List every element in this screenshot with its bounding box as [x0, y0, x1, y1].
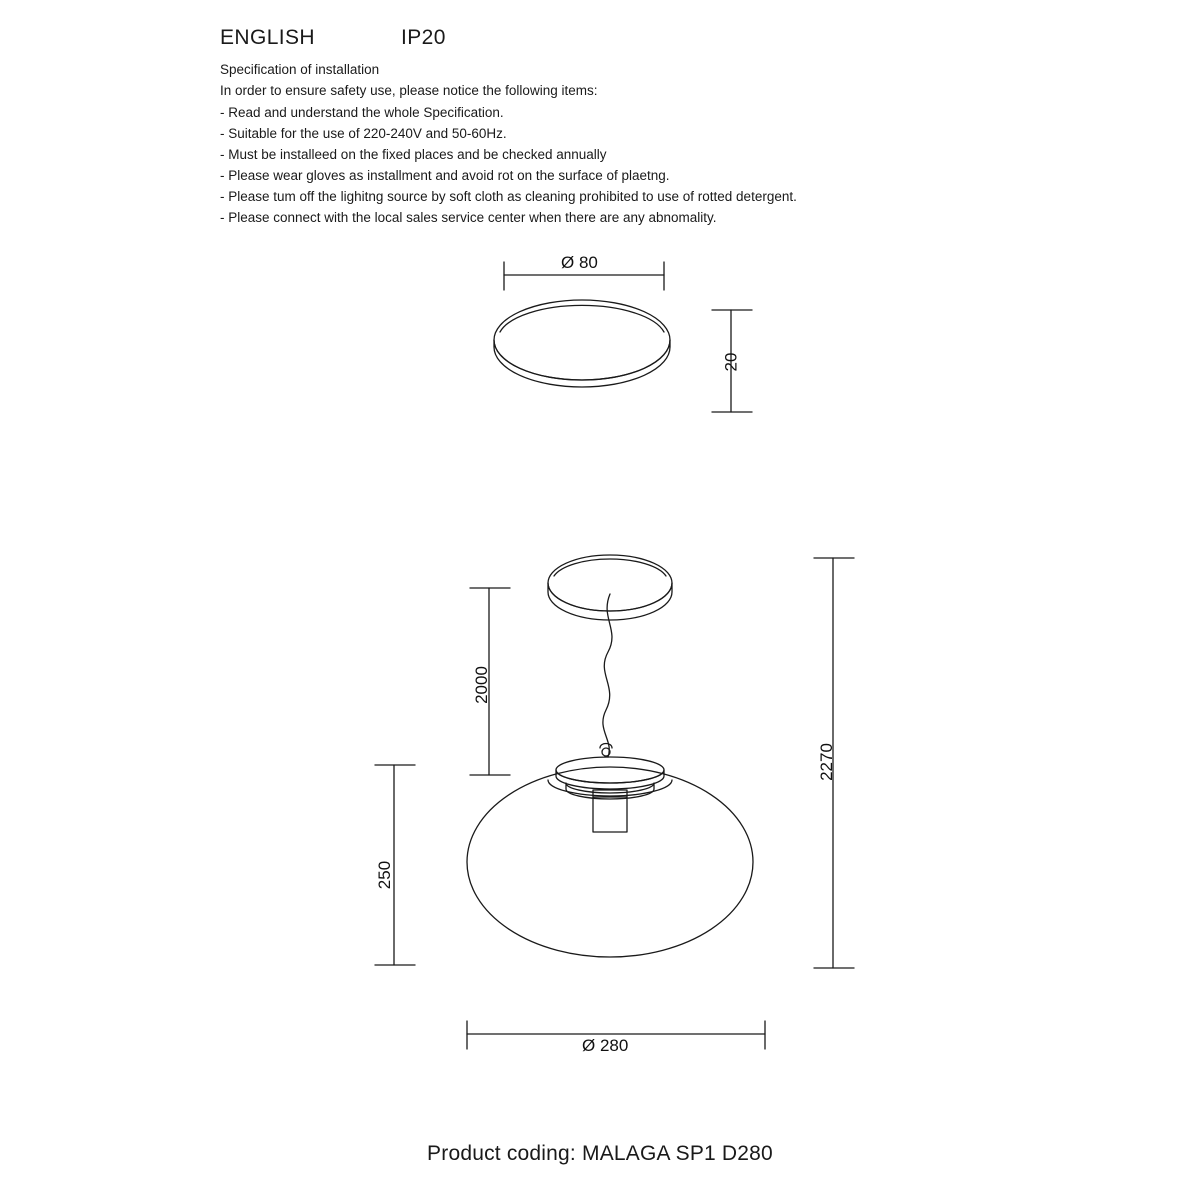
ip-rating-label: IP20 — [401, 26, 446, 49]
cable-length-label: 2000 — [471, 666, 491, 704]
spec-intro: In order to ensure safety use, please notice the following items: — [220, 82, 598, 98]
spec-item: - Must be installeed on the fixed places and be checked annually — [220, 146, 607, 162]
spec-title: Specification of installation — [220, 62, 380, 77]
canopy-diameter-label: Ø 80 — [561, 253, 598, 272]
spec-item: - Please tum off the lighitng source by soft cloth as cleaning prohibited to use of rotted detergent. — [220, 189, 797, 205]
spec-item: - Please wear gloves as installment and avoid rot on the surface of plaetng. — [220, 167, 670, 183]
shade-height-label: 250 — [375, 860, 395, 890]
canopy-height-label: 20 — [721, 352, 741, 372]
language-label: ENGLISH — [220, 26, 315, 49]
spec-item: - Please connect with the local sales service center when there are any abnomality. — [220, 210, 717, 226]
shade-diameter-label: Ø 280 — [582, 1036, 629, 1055]
pendant-view — [467, 555, 753, 957]
spec-item: - Suitable for the use of 220-240V and 50-60Hz. — [220, 125, 507, 141]
product-coding-label: Product coding: MALAGA SP1 D280 — [427, 1142, 773, 1165]
spec-item: - Read and understand the whole Specification. — [220, 104, 504, 120]
product-coding-footer — [0, 1142, 1200, 1166]
total-height-label: 2270 — [816, 743, 836, 781]
canopy-view — [494, 300, 670, 387]
